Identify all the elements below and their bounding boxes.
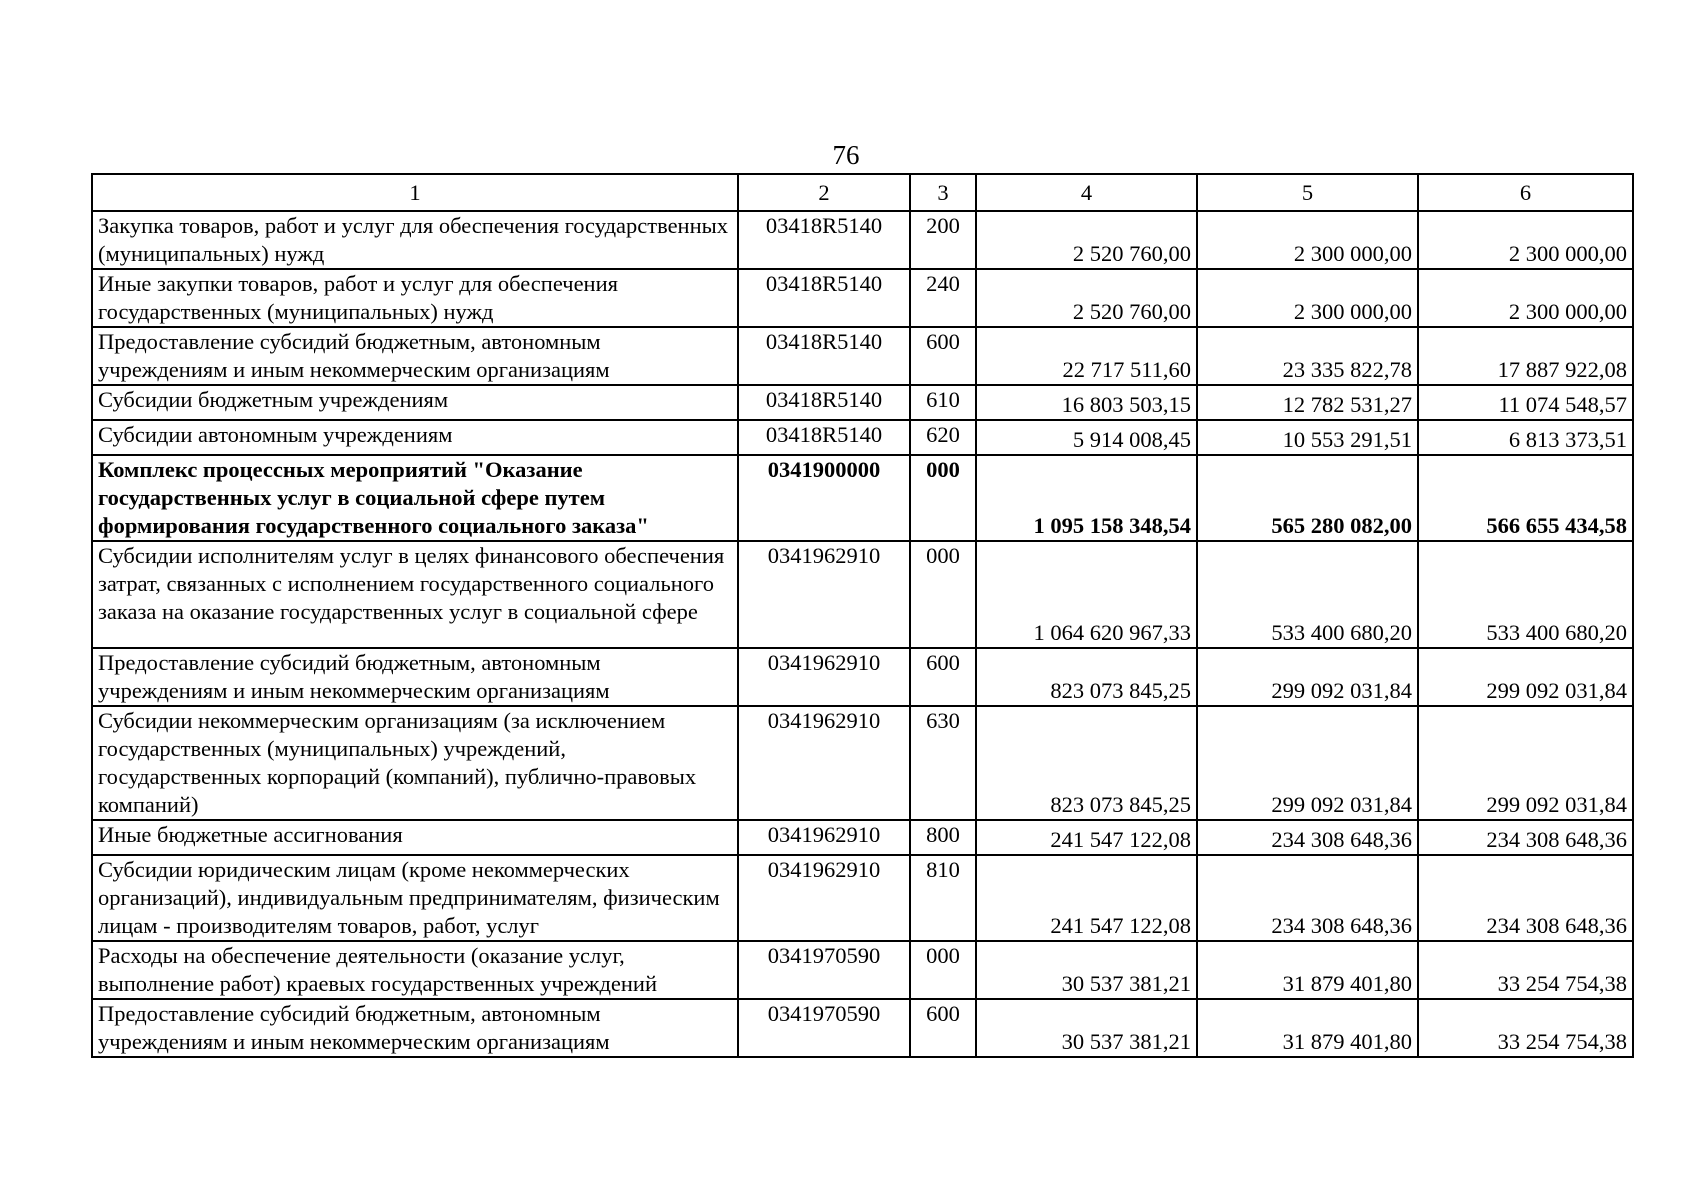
expense-type-code-cell: 000 — [910, 541, 976, 648]
row-name-cell: Субсидии автономным учреждениям — [92, 420, 738, 455]
expense-type-code-cell: 200 — [910, 211, 976, 269]
amount-cell-col4: 30 537 381,21 — [976, 999, 1197, 1057]
target-article-code-cell: 03418R5140 — [738, 385, 910, 420]
amount-cell-col4: 823 073 845,25 — [976, 648, 1197, 706]
row-name-cell: Предоставление субсидий бюджетным, автономным учреждениям и иным некоммерческим организациям — [92, 999, 738, 1057]
amount-cell-col6: 17 887 922,08 — [1418, 327, 1633, 385]
amount-cell-col4: 16 803 503,15 — [976, 385, 1197, 420]
column-header-2: 2 — [738, 174, 910, 211]
amount-cell-col4: 5 914 008,45 — [976, 420, 1197, 455]
target-article-code-cell: 0341970590 — [738, 941, 910, 999]
row-name-cell: Иные бюджетные ассигнования — [92, 820, 738, 855]
table-row — [92, 269, 1633, 327]
target-article-code-cell: 0341900000 — [738, 455, 910, 541]
table-row — [92, 706, 1633, 820]
row-name-cell: Комплекс процессных мероприятий "Оказание государственных услуг в социальной сфере путем формирования государственного социального заказа" — [92, 455, 738, 541]
page-number: 76 — [832, 140, 860, 170]
amount-cell-col4: 1 064 620 967,33 — [976, 541, 1197, 648]
target-article-code-cell: 03418R5140 — [738, 327, 910, 385]
amount-cell-col6: 33 254 754,38 — [1418, 941, 1633, 999]
target-article-code-cell: 03418R5140 — [738, 211, 910, 269]
amount-cell-col4: 241 547 122,08 — [976, 820, 1197, 855]
table-row — [92, 820, 1633, 855]
table-row — [92, 385, 1633, 420]
expense-type-code-cell: 240 — [910, 269, 976, 327]
target-article-code-cell: 0341962910 — [738, 855, 910, 941]
row-name-cell: Субсидии юридическим лицам (кроме некоммерческих организаций), индивидуальным предпринимателям, физическим лицам - производителям товаров, работ, услуг — [92, 855, 738, 941]
amount-cell-col6: 234 308 648,36 — [1418, 855, 1633, 941]
amount-cell-col5: 23 335 822,78 — [1197, 327, 1418, 385]
amount-cell-col6: 2 300 000,00 — [1418, 269, 1633, 327]
amount-cell-col4: 2 520 760,00 — [976, 211, 1197, 269]
target-article-code-cell: 0341962910 — [738, 541, 910, 648]
amount-cell-col5: 31 879 401,80 — [1197, 941, 1418, 999]
column-header-3: 3 — [910, 174, 976, 211]
expense-type-code-cell: 000 — [910, 455, 976, 541]
amount-cell-col4: 22 717 511,60 — [976, 327, 1197, 385]
expense-type-code-cell: 600 — [910, 327, 976, 385]
amount-cell-col5: 10 553 291,51 — [1197, 420, 1418, 455]
expense-type-code-cell: 600 — [910, 999, 976, 1057]
target-article-code-cell: 0341962910 — [738, 820, 910, 855]
column-header-4: 4 — [976, 174, 1197, 211]
amount-cell-col5: 2 300 000,00 — [1197, 211, 1418, 269]
row-name-cell: Субсидии некоммерческим организациям (за исключением государственных (муниципальных) учреждений, государственных корпораций (компаний), публично-правовых компаний) — [92, 706, 738, 820]
table-row — [92, 455, 1633, 541]
expense-type-code-cell: 600 — [910, 648, 976, 706]
amount-cell-col4: 823 073 845,25 — [976, 706, 1197, 820]
table-row — [92, 211, 1633, 269]
table-row — [92, 999, 1633, 1057]
amount-cell-col5: 533 400 680,20 — [1197, 541, 1418, 648]
target-article-code-cell: 03418R5140 — [738, 269, 910, 327]
table-row — [92, 941, 1633, 999]
amount-cell-col5: 12 782 531,27 — [1197, 385, 1418, 420]
row-name-cell: Иные закупки товаров, работ и услуг для обеспечения государственных (муниципальных) нужд — [92, 269, 738, 327]
row-name-cell: Предоставление субсидий бюджетным, автономным учреждениям и иным некоммерческим организациям — [92, 648, 738, 706]
expense-type-code-cell: 000 — [910, 941, 976, 999]
amount-cell-col5: 299 092 031,84 — [1197, 706, 1418, 820]
amount-cell-col6: 33 254 754,38 — [1418, 999, 1633, 1057]
expense-type-code-cell: 800 — [910, 820, 976, 855]
amount-cell-col6: 2 300 000,00 — [1418, 211, 1633, 269]
table-row — [92, 420, 1633, 455]
expense-type-code-cell: 810 — [910, 855, 976, 941]
target-article-code-cell: 03418R5140 — [738, 420, 910, 455]
column-header-6: 6 — [1418, 174, 1633, 211]
amount-cell-col6: 6 813 373,51 — [1418, 420, 1633, 455]
amount-cell-col6: 299 092 031,84 — [1418, 648, 1633, 706]
expense-type-code-cell: 620 — [910, 420, 976, 455]
row-name-cell: Субсидии бюджетным учреждениям — [92, 385, 738, 420]
row-name-cell: Субсидии исполнителям услуг в целях финансового обеспечения затрат, связанных с исполнением государственного социального заказа на оказание государственных услуг в социальной сфере — [92, 541, 738, 648]
amount-cell-col4: 2 520 760,00 — [976, 269, 1197, 327]
amount-cell-col5: 299 092 031,84 — [1197, 648, 1418, 706]
amount-cell-col4: 241 547 122,08 — [976, 855, 1197, 941]
table-row — [92, 648, 1633, 706]
column-header-5: 5 — [1197, 174, 1418, 211]
table-row — [92, 855, 1633, 941]
amount-cell-col6: 234 308 648,36 — [1418, 820, 1633, 855]
amount-cell-col4: 30 537 381,21 — [976, 941, 1197, 999]
budget-table — [91, 173, 1634, 1058]
amount-cell-col6: 11 074 548,57 — [1418, 385, 1633, 420]
target-article-code-cell: 0341962910 — [738, 706, 910, 820]
row-name-cell: Закупка товаров, работ и услуг для обеспечения государственных (муниципальных) нужд — [92, 211, 738, 269]
amount-cell-col4: 1 095 158 348,54 — [976, 455, 1197, 541]
amount-cell-col5: 565 280 082,00 — [1197, 455, 1418, 541]
table-row — [92, 541, 1633, 648]
amount-cell-col5: 31 879 401,80 — [1197, 999, 1418, 1057]
column-header-1: 1 — [92, 174, 738, 211]
amount-cell-col5: 2 300 000,00 — [1197, 269, 1418, 327]
amount-cell-col6: 566 655 434,58 — [1418, 455, 1633, 541]
amount-cell-col5: 234 308 648,36 — [1197, 820, 1418, 855]
amount-cell-col5: 234 308 648,36 — [1197, 855, 1418, 941]
table-row — [92, 327, 1633, 385]
row-name-cell: Предоставление субсидий бюджетным, автономным учреждениям и иным некоммерческим организациям — [92, 327, 738, 385]
target-article-code-cell: 0341962910 — [738, 648, 910, 706]
expense-type-code-cell: 610 — [910, 385, 976, 420]
expense-type-code-cell: 630 — [910, 706, 976, 820]
amount-cell-col6: 299 092 031,84 — [1418, 706, 1633, 820]
target-article-code-cell: 0341970590 — [738, 999, 910, 1057]
row-name-cell: Расходы на обеспечение деятельности (оказание услуг, выполнение работ) краевых государственных учреждений — [92, 941, 738, 999]
amount-cell-col6: 533 400 680,20 — [1418, 541, 1633, 648]
column-number-row — [92, 174, 1633, 211]
